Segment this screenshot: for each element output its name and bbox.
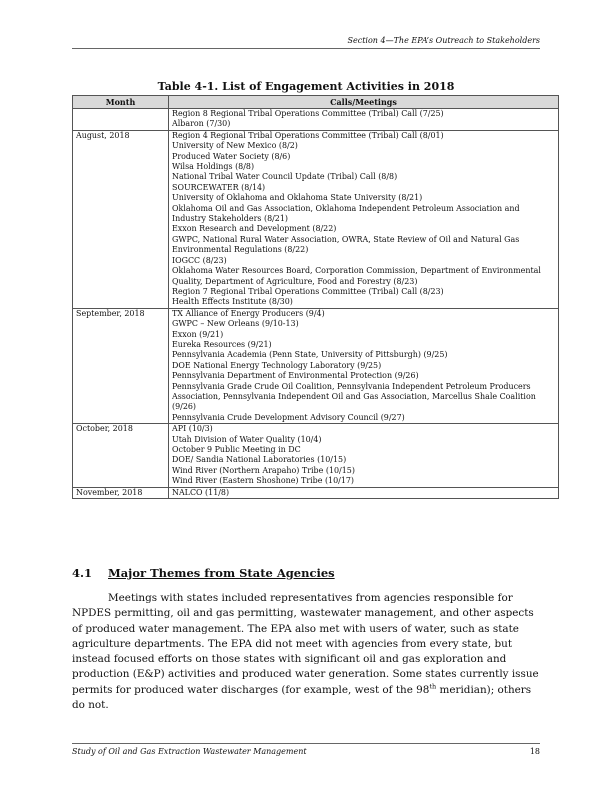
meeting-item: National Tribal Water Council Update (Tribal) Call (8/8) [172, 172, 398, 182]
month-cell [73, 109, 169, 131]
calls-meetings-cell [169, 487, 559, 498]
meeting-item: University of New Mexico (8/2) [172, 141, 298, 151]
meeting-item: Oklahoma Water Resources Board, Corporation Commission, Department of Environmental Quality, Department of Agriculture, Food and Forestry (8/23) [172, 266, 541, 286]
meeting-item: Exxon Research and Development (8/22) [172, 224, 337, 234]
running-header: Section 4—The EPA’s Outreach to Stakeholders [72, 36, 540, 49]
meeting-item: October 9 Public Meeting in DC [172, 445, 301, 454]
meeting-item: Region 7 Regional Tribal Operations Committee (Tribal) Call (8/23) [172, 286, 444, 296]
meeting-item: Wind River (Eastern Shoshone) Tribe (10/17) [172, 476, 355, 486]
paragraph-text-main: Meetings with states included representatives from agencies responsible for NPDES permitting, oil and gas permitting, wastewater management, and other aspects of produced water management. The EPA also met with users of water, such as state agriculture departments. The EPA did not meet with agencies from every state, but instead focused efforts on those states with significant oil and gas exploration and production (E&P) activities and produced water generation. Some states currently issue permits for produced water discharges (for example, west of the 98 [72, 592, 539, 696]
month-cell: October, 2018 [73, 424, 169, 487]
meeting-item: Health Effects Institute (8/30) [172, 297, 293, 307]
section-number: 4.1 [72, 566, 93, 580]
calls-meetings-cell [169, 308, 559, 423]
meeting-item: Albaron (7/30) [172, 119, 231, 129]
meeting-item: Region 4 Regional Tribal Operations Committee (Tribal) Call (8/01) [172, 130, 444, 140]
calls-meetings-cell [169, 130, 559, 308]
page-number: 18 [529, 747, 540, 756]
month-cell: September, 2018 [73, 308, 169, 423]
footer-document-title: Study of Oil and Gas Extraction Wastewater Management [72, 747, 307, 756]
table-row [73, 424, 559, 487]
table-row [73, 109, 559, 131]
meeting-item: TX Alliance of Energy Producers (9/4) [172, 308, 325, 318]
meeting-item: Produced Water Society (8/6) [172, 151, 291, 161]
meeting-item: GWPC – New Orleans (9/10-13) [172, 319, 299, 329]
section-heading [72, 566, 335, 580]
meeting-item: Pennsylvania Grade Crude Oil Coalition, Pennsylvania Independent Petroleum Producers Association, Pennsylvania Independent Oil and Gas Association, Marcellus Shale Coalition (9/26) [172, 381, 536, 412]
calls-meetings-cell [169, 109, 559, 131]
table-row [73, 130, 559, 308]
meeting-item: Pennsylvania Crude Development Advisory Council (9/27) [172, 412, 405, 422]
section-title: Major Themes from State Agencies [108, 566, 335, 580]
meeting-item: NALCO (11/8) [172, 487, 230, 497]
meeting-item: University of Oklahoma and Oklahoma State University (8/21) [172, 193, 423, 203]
meeting-item: Pennsylvania Academia (Penn State, University of Pittsburgh) (9/25) [172, 350, 448, 360]
meeting-item: Region 8 Regional Tribal Operations Committee (Tribal) Call (7/25) [172, 109, 444, 118]
engagement-activities-table [72, 95, 559, 499]
meeting-item: Eureka Resources (9/21) [172, 339, 272, 349]
table-header-row [73, 96, 559, 109]
meeting-item: Exxon (9/21) [172, 329, 224, 339]
meeting-item: Utah Division of Water Quality (10/4) [172, 434, 322, 444]
calls-meetings-cell [169, 424, 559, 487]
meeting-item: Wilsa Holdings (8/8) [172, 162, 255, 172]
table-row [73, 487, 559, 498]
ordinal-superscript: th [429, 682, 437, 691]
meeting-item: Oklahoma Oil and Gas Association, Oklahoma Independent Petroleum Association and Industry Stakeholders (8/21) [172, 203, 520, 224]
meeting-item: GWPC, National Rural Water Association, OWRA, State Review of Oil and Natural Gas Environmental Regulations (8/22) [172, 234, 520, 255]
table-row [73, 308, 559, 423]
month-cell: November, 2018 [73, 487, 169, 498]
meeting-item: DOE National Energy Technology Laboratory (9/25) [172, 360, 382, 370]
meeting-item: API (10/3) [172, 424, 213, 434]
meeting-item: Pennsylvania Department of Environmental Protection (9/26) [172, 371, 419, 381]
meeting-item: IOGCC (8/23) [172, 255, 227, 265]
meeting-item: Wind River (Northern Arapaho) Tribe (10/15) [172, 465, 355, 475]
meeting-item: DOE/ Sandia National Laboratories (10/15) [172, 455, 347, 465]
month-cell: August, 2018 [73, 130, 169, 308]
meeting-item: SOURCEWATER (8/14) [172, 182, 266, 192]
column-header-calls-meetings: Calls/Meetings [169, 96, 559, 109]
column-header-month: Month [73, 96, 169, 109]
section-paragraph [72, 591, 547, 713]
table-body [73, 109, 559, 499]
running-footer [72, 743, 540, 756]
table-title: Table 4-1. List of Engagement Activities in 2018 [157, 80, 455, 93]
paragraph-text-end: meridian); others do not. [72, 683, 532, 712]
